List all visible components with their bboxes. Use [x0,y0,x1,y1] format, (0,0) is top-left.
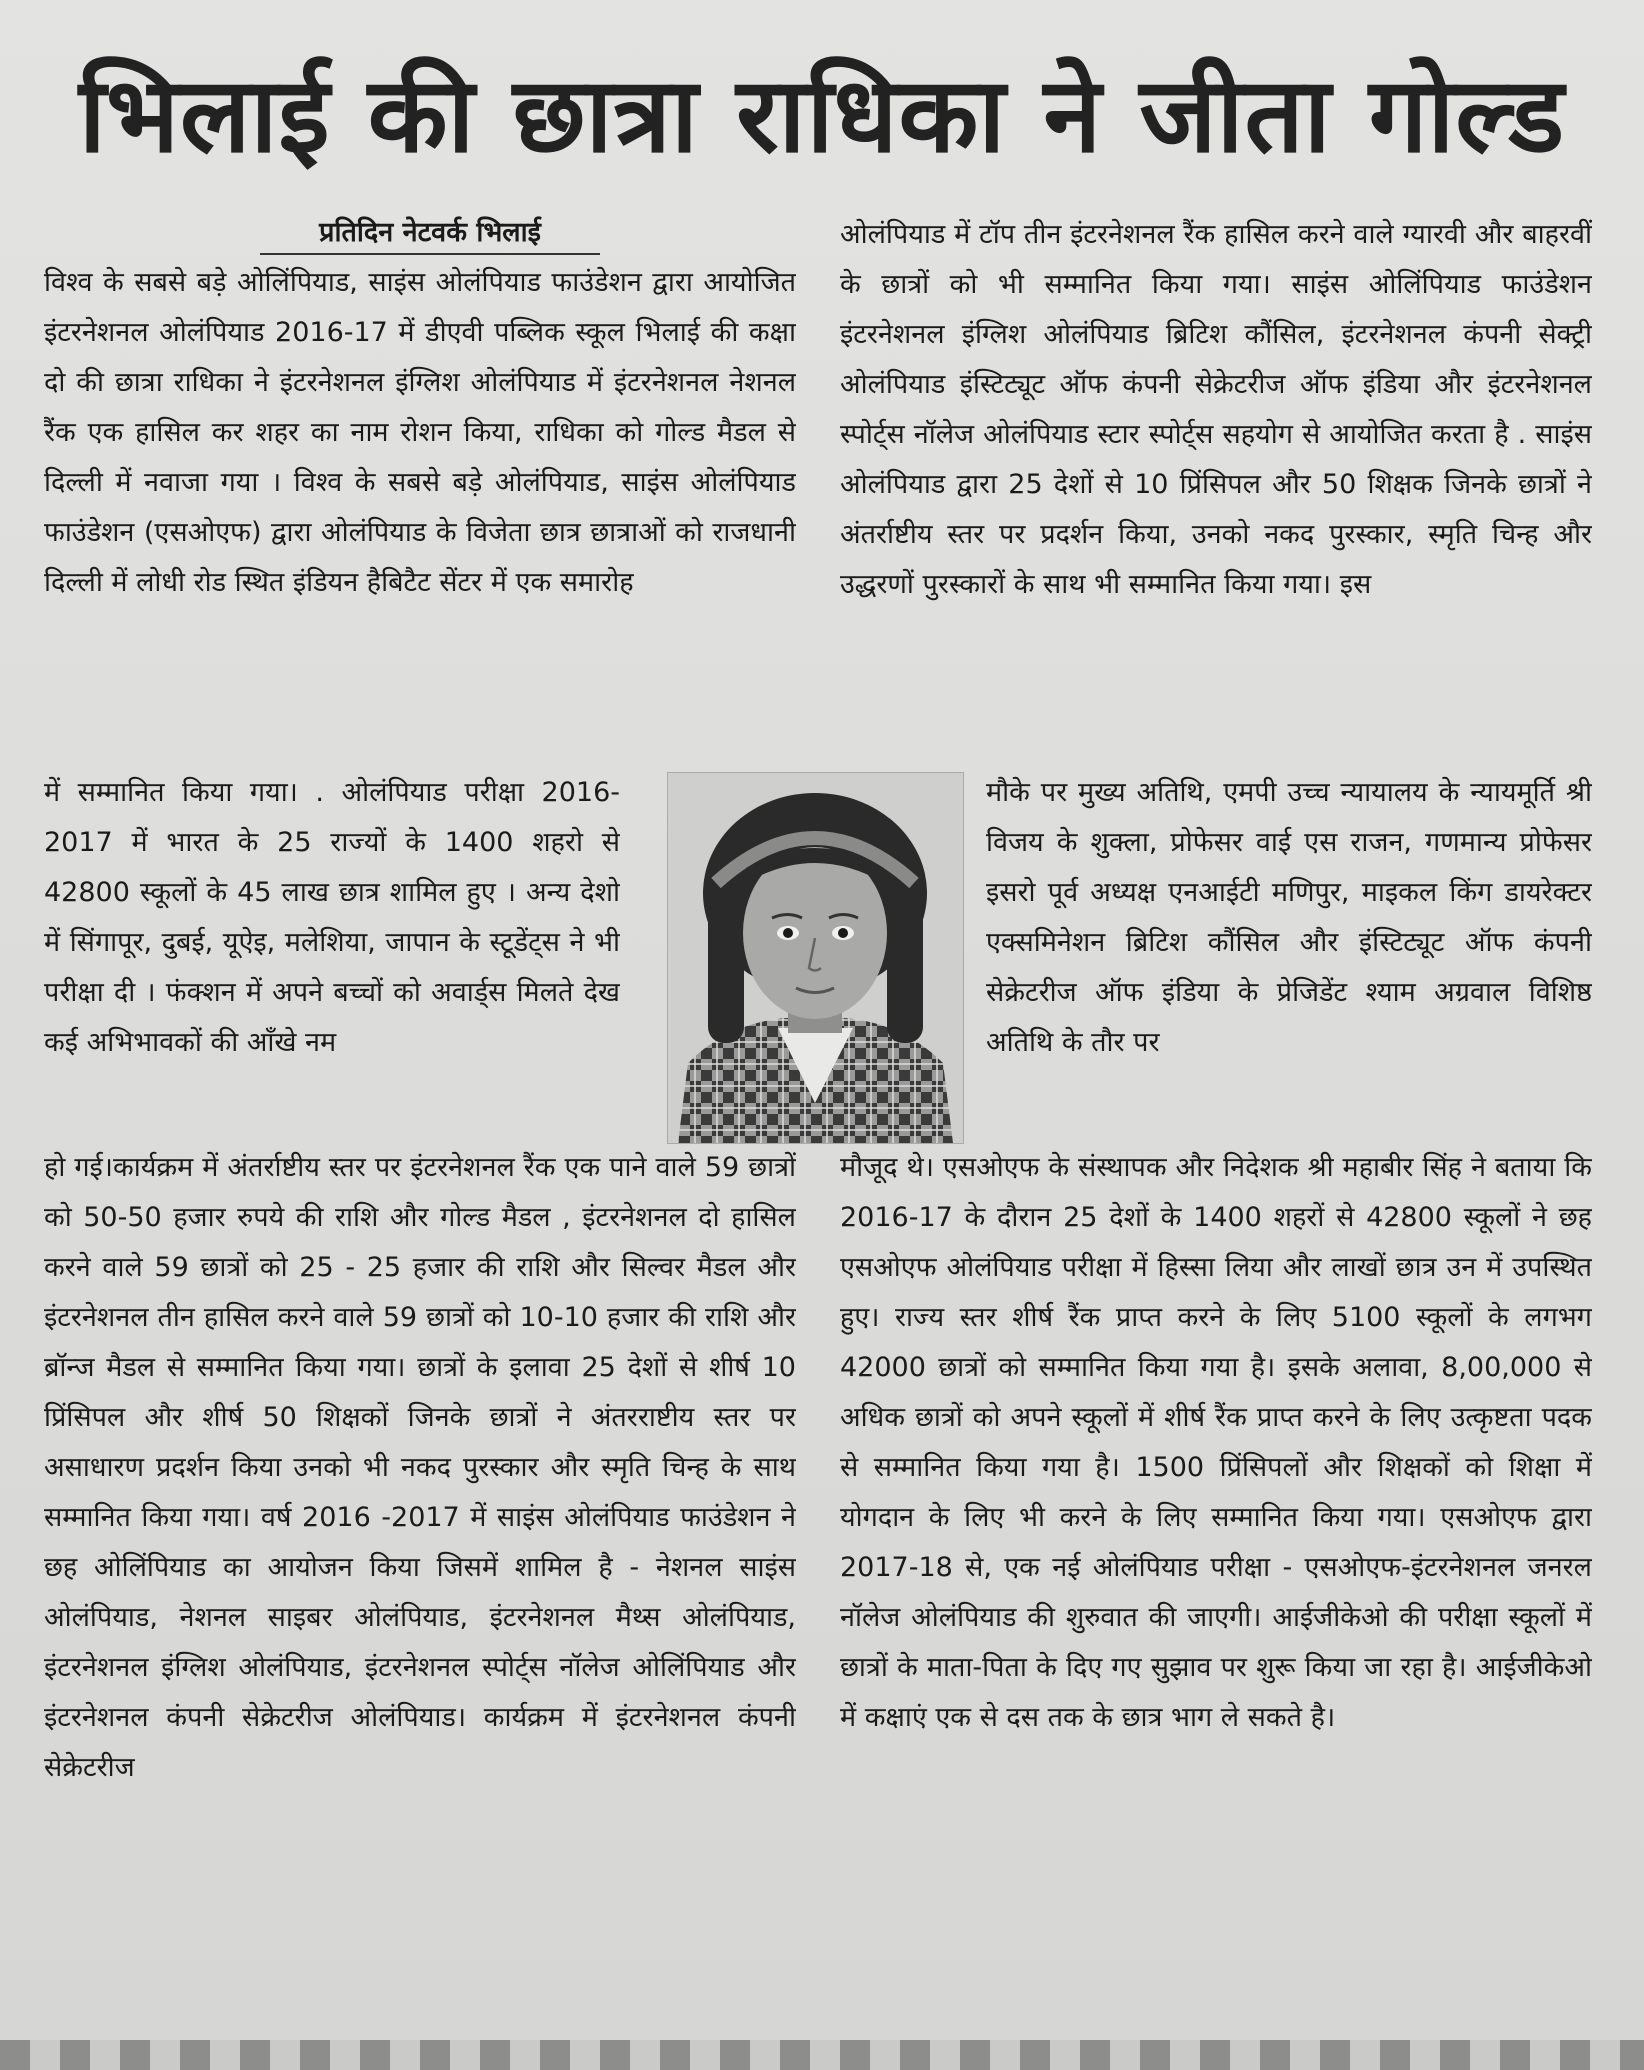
paragraph: मौके पर मुख्य अतिथि, एमपी उच्च न्यायालय के न्यायमूर्ति श्री विजय के शुक्ला, प्रोफेसर वाई एस राजन, गणमान्य प्रोफेसर इसरो पूर्व अध्यक्ष एनआईटी मणिपुर, माइकल किंग डायरेक्टर एक्समिनेशन ब्रिटिश कौंसिल और इंस्टिट्यूट ऑफ कंपनी सेक्रेटरीज ऑफ इंडिया के प्रेजिडेंट श्याम अग्रवाल विशिष्ठ अतिथि के तौर पर [986,777,1592,1058]
byline: प्रतिदिन नेटवर्क भिलाई [260,213,600,255]
article-column-left-bottom [44,1143,796,2031]
paragraph: विश्व के सबसे बड़े ओलिंपियाड, साइंस ओलंपियाड फाउंडेशन द्वारा आयोजित इंटरनेशनल ओलंपियाड 2016-17 में डीएवी पब्लिक स्कूल भिलाई की कक्षा दो की छात्रा राधिका ने इंटरनेशनल इंग्लिश ओलंपियाड में इंटरनेशनल नेशनल रैंक एक हासिल कर शहर का नाम रोशन किया, राधिका को गोल्ड मैडल से दिल्ली में नवाजा गया । विश्व के सबसे बड़े ओलंपियाड, साइंस ओलंपियाड फाउंडेशन (एसओएफ) द्वारा ओलंपियाड के विजेता छात्र छात्राओं को राजधानी दिल्ली में लोधी रोड स्थित इंडियन हैबिटैट सेंटर में एक समारोह [44,267,796,598]
paragraph: हो गई।कार्यक्रम में अंतर्राष्टीय स्तर पर इंटरनेशनल रैंक एक पाने वाले 59 छात्रों को 50-50 हजार रुपये की राशि और गोल्ड मैडल , इंटरनेशनल दो हासिल करने वाले 59 छात्रों को 25 - 25 हजार की राशि और सिल्वर मैडल और इंटरनेशनल तीन हासिल करने वाले 59 छात्रों को 10-10 हजार की राशि और ब्रॉन्ज मैडल से सम्मानित किया गया। छात्रों के इलावा 25 देशों से शीर्ष 10 प्रिंसिपल और शीर्ष 50 शिक्षकों जिनके छात्रों ने अंतरराष्टीय स्तर पर असाधारण प्रदर्शन किया उनको भी नकद पुरस्कार और स्मृति चिन्ह के साथ सम्मानित किया गया। वर्ष 2016 -2017 में साइंस ओलंपियाड फाउंडेशन ने छह ओलिंपियाड का आयोजन किया जिसमें शामिल है - नेशनल साइंस ओलंपियाड, नेशनल साइबर ओलंपियाड, इंटरनेशनल मैथ्स ओलंपियाड, इंटरनेशनल इंग्लिश ओलंपियाड, इंटरनेशनल स्पोर्ट्स नॉलेज ओलिंपियाड और इंटरनेशनल कंपनी सेक्रेटरीज ओलंपियाड। कार्यक्रम में इंटरनेशनल कंपनी सेक्रेटरीज [44,1152,796,1783]
article-column-right-wrap [986,768,1592,1141]
headline: भिलाई की छात्रा राधिका ने जीता गोल्ड [78,54,1566,176]
paragraph: ओलंपियाड में टॉप तीन इंटरनेशनल रैंक हासिल करने वाले ग्यारवी और बाहरवीं के छात्रों को भी सम्मानित किया गया। साइंस ओलिंपियाड फाउंडेशन इंटरनेशनल इंग्लिश ओलंपियाड ब्रिटिश कौंसिल, इंटरनेशनल कंपनी सेक्ट्री ओलंपियाड इंस्टिट्यूट ऑफ कंपनी सेक्रेटरीज ऑफ इंडिया और इंटरनेशनल स्पोर्ट्स नॉलेज ओलंपियाड स्टार स्पोर्ट्स सहयोग से आयोजित करता है . साइंस ओलंपियाड द्वारा 25 देशों से 10 प्रिंसिपल और 50 शिक्षक जिनके छात्रों ने अंतर्राष्टीय स्तर पर प्रदर्शन किया, उनको नकद पुरस्कार, स्मृति चिन्ह और उद्धरणों पुरस्कारों के साथ भी सम्मानित किया गया। इस [840,219,1592,600]
article-column-right-top [840,210,1592,766]
article-column-right-bottom [840,1143,1592,2031]
student-portrait-photo [667,772,964,1144]
paragraph: मौजूद थे। एसओएफ के संस्थापक और निदेशक श्री महाबीर सिंह ने बताया कि 2016-17 के दौरान 25 देशों के 1400 शहरों से 42800 स्कूलों ने छह एसओएफ ओलंपियाड परीक्षा में हिस्सा लिया और लाखों छात्र उन में उपस्थित हुए। राज्य स्तर शीर्ष रैंक प्राप्त करने के लिए 5100 स्कूलों के लगभग 42000 छात्रों को सम्मानित किया गया है। इसके अलावा, 8,00,000 से अधिक छात्रों को अपने स्कूलों में शीर्ष रैंक प्राप्त करने के लिए उत्कृष्टता पदक से सम्मानित किया गया है। 1500 प्रिंसिपलों और शिक्षकों को शिक्षा में योगदान के लिए भी करने के लिए सम्मानित किया गया। एसओएफ द्वारा 2017-18 से, एक नई ओलंपियाड परीक्षा - एसओएफ-इंटरनेशनल जनरल नॉलेज ओलंपियाड की शुरुवात की जाएगी। आईजीकेओ की परीक्षा स्कूलों में छात्रों के माता-पिता के दिए गए सुझाव पर शुरू किया जा रहा है। आईजीकेओ में कक्षाएं एक से दस तक के छात्र भाग ले सकते है। [840,1152,1592,1733]
portrait-illustration [668,773,963,1143]
next-article-edge [0,2040,1644,2070]
paragraph: में सम्मानित किया गया। . ओलंपियाड परीक्षा 2016-2017 में भारत के 25 राज्यों के 1400 शहरो से 42800 स्कूलों के 45 लाख छात्र शामिल हुए । अन्य देशो में सिंगापूर, दुबई, यूऐइ, मलेशिया, जापान के स्टूडेंट्स ने भी परीक्षा दी । फंक्शन में अपने बच्चों को अवार्ड्स मिलते देख कई अभिभावकों की आँखे नम [44,777,620,1058]
article-column-left-wrap [44,768,620,1141]
article-column-left-top [44,258,796,766]
